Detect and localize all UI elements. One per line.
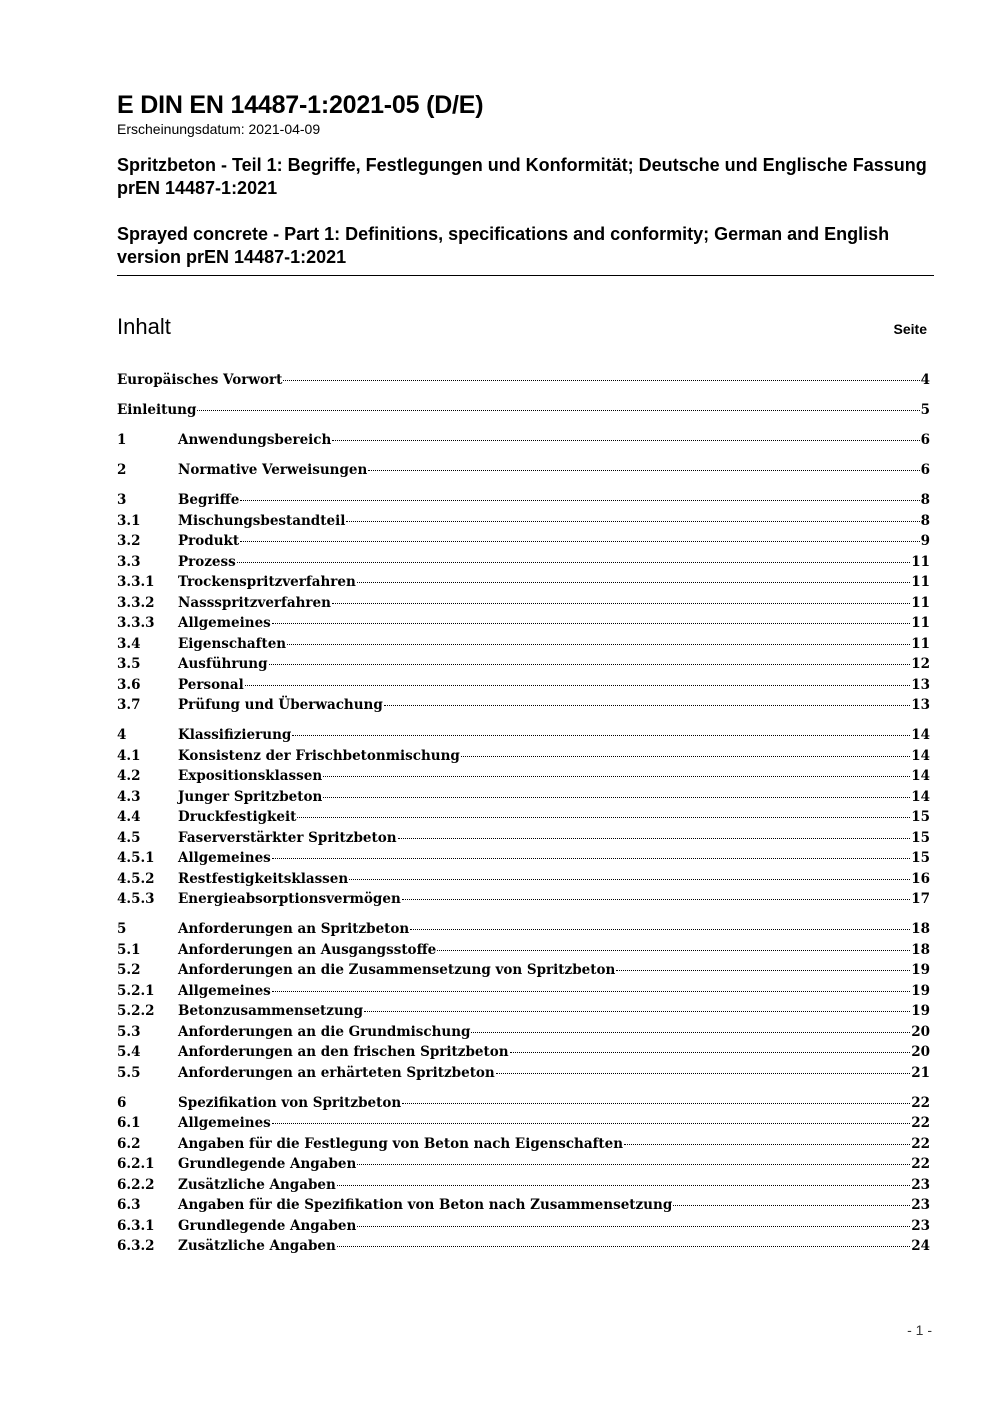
toc-entry-page: 13 (911, 676, 930, 693)
toc-entry-page: 16 (911, 870, 930, 887)
toc-entry-title: Begriffe (178, 492, 240, 508)
toc-entry-title: Druckfestigkeit (178, 809, 297, 825)
toc-entry-number: 5.4 (117, 1044, 141, 1060)
toc-entry-number: 6.3.1 (117, 1217, 155, 1234)
toc-dot-leader (346, 521, 919, 522)
toc-entry-number: 3.2 (117, 533, 141, 549)
toc-entry[interactable] (117, 768, 930, 789)
toc-entry-page: 11 (911, 635, 930, 652)
toc-entry-number: 4.5.1 (117, 850, 155, 866)
toc-entry-page: 11 (911, 615, 930, 631)
document-header (117, 90, 934, 269)
toc-entry-title: Junger Spritzbeton (178, 788, 323, 805)
toc-entry[interactable] (117, 372, 930, 393)
toc-entry-page: 22 (911, 1094, 930, 1111)
toc-entry[interactable] (117, 656, 930, 677)
toc-entry-title: Zusätzliche Angaben (178, 1238, 336, 1254)
toc-entry-title: Anforderungen an erhärteten Spritzbeton (178, 1064, 495, 1081)
toc-entry-number: 6.2.2 (117, 1176, 155, 1193)
toc-dot-leader (357, 1164, 910, 1165)
toc-entry[interactable] (117, 1024, 930, 1045)
toc-entry-title: Grundlegende Angaben (178, 1156, 357, 1172)
toc-page-column-label: Seite (893, 321, 927, 337)
toc-entry-page: 5 (920, 402, 930, 418)
toc-dot-leader (337, 1185, 910, 1186)
toc-entry[interactable] (117, 1044, 930, 1065)
toc-dot-leader (410, 929, 910, 930)
toc-entry-page: 24 (911, 1238, 930, 1254)
toc-entry[interactable] (117, 636, 930, 657)
toc-entry-number: 5.5 (117, 1064, 141, 1081)
toc-entry-number: 6.3.2 (117, 1238, 155, 1254)
toc-entry-page: 11 (911, 594, 930, 611)
toc-entry-number: 3.1 (117, 512, 141, 529)
toc-entry-title: Angaben für die Spezifikation von Beton nach Zusammensetzung (178, 1197, 673, 1213)
toc-dot-leader (245, 685, 910, 686)
header-divider (117, 275, 934, 276)
toc-entry[interactable] (117, 1238, 930, 1259)
toc-entry-title: Restfestigkeitsklassen (178, 870, 349, 887)
toc-dot-leader (272, 623, 910, 624)
toc-entry-number: 2 (117, 462, 127, 478)
toc-entry-number: 4.4 (117, 809, 141, 825)
toc-entry-page: 6 (920, 432, 930, 448)
toc-entry[interactable] (117, 748, 930, 769)
toc-entry[interactable] (117, 1003, 930, 1024)
toc-entry-title: Allgemeines (178, 1115, 271, 1131)
toc-entry-title: Normative Verweisungen (178, 462, 368, 478)
toc-entry-page: 15 (911, 829, 930, 846)
toc-dot-leader (287, 644, 910, 645)
toc-entry[interactable] (117, 1095, 930, 1116)
toc-entry-page: 22 (911, 1156, 930, 1172)
toc-entry-title: Prüfung und Überwachung (178, 697, 383, 713)
toc-entry-page: 19 (911, 982, 930, 999)
toc-dot-leader (323, 797, 910, 798)
toc-entry-number: 6.2.1 (117, 1156, 155, 1172)
toc-entry-page: 4 (920, 372, 930, 388)
toc-entry-title: Energieabsorptionsvermögen (178, 891, 401, 907)
toc-entry-page: 18 (911, 941, 930, 958)
toc-dot-leader (272, 991, 910, 992)
toc-entry-number: 3.3.1 (117, 574, 155, 590)
toc-entry-number: 6 (117, 1094, 127, 1111)
toc-entry-page: 11 (911, 574, 930, 590)
toc-entry-page: 8 (920, 492, 930, 508)
toc-dot-leader (332, 603, 910, 604)
toc-entry-page: 19 (911, 962, 930, 978)
toc-entry-title: Spezifikation von Spritzbeton (178, 1094, 402, 1111)
toc-entry-title: Ausführung (178, 656, 268, 672)
toc-entry[interactable] (117, 462, 930, 483)
toc-entry-title: Nassspritzverfahren (178, 594, 331, 611)
toc-entry-page: 13 (911, 697, 930, 713)
toc-entry-page: 23 (911, 1176, 930, 1193)
toc-entry-title: Anforderungen an Ausgangsstoffe (178, 941, 437, 958)
toc-entry-title: Allgemeines (178, 982, 271, 999)
toc-entry-page: 14 (911, 727, 930, 743)
toc-dot-leader (616, 970, 910, 971)
toc-dot-leader (673, 1205, 910, 1206)
toc-entry-page: 14 (911, 747, 930, 764)
toc-entry-page: 9 (920, 533, 930, 549)
toc-entry-title: Mischungsbestandteil (178, 512, 346, 529)
toc-entry-title: Anforderungen an den frischen Spritzbeton (178, 1044, 509, 1060)
toc-dot-leader (364, 1011, 910, 1012)
toc-entry-number: 4.3 (117, 788, 141, 805)
toc-entry-page: 19 (911, 1003, 930, 1019)
toc-entry-page: 6 (920, 462, 930, 478)
toc-dot-leader (240, 541, 919, 542)
toc-dot-leader (471, 1032, 910, 1033)
toc-entry[interactable] (117, 432, 930, 453)
toc-entry[interactable] (117, 1115, 930, 1136)
toc-entry[interactable] (117, 1156, 930, 1177)
toc-entry-title: Europäisches Vorwort (117, 372, 283, 388)
toc-entry-page: 23 (911, 1217, 930, 1234)
toc-entry[interactable] (117, 513, 930, 534)
toc-entry-page: 21 (911, 1064, 930, 1081)
toc-entry-number: 3.3.2 (117, 594, 155, 611)
toc-entry[interactable] (117, 595, 930, 616)
toc-dot-leader (402, 1103, 910, 1104)
toc-entry-title: Grundlegende Angaben (178, 1217, 357, 1234)
toc-entry-page: 23 (911, 1197, 930, 1213)
title-german: Spritzbeton - Teil 1: Begriffe, Festlegungen und Konformität; Deutsche und Englische Fassung prEN 14487-1:2021 (117, 155, 927, 198)
toc-entry-number: 3.3 (117, 553, 141, 570)
toc-entry-number: 3 (117, 492, 127, 508)
toc-entry[interactable] (117, 492, 930, 513)
toc-entry-number: 5.2 (117, 962, 141, 978)
toc-entry-page: 11 (911, 553, 930, 570)
toc-entry[interactable] (117, 830, 930, 851)
toc-entry-title: Anforderungen an die Zusammensetzung von Spritzbeton (178, 962, 616, 978)
toc-dot-leader (332, 440, 919, 441)
toc-entry-page: 14 (911, 788, 930, 805)
toc-dot-leader (237, 562, 910, 563)
toc-dot-leader (269, 664, 911, 665)
toc-entry[interactable] (117, 962, 930, 983)
toc-entry-number: 5 (117, 921, 127, 937)
document-id: E DIN EN 14487-1:2021-05 (D/E) (117, 91, 484, 119)
toc-dot-leader (323, 776, 910, 777)
toc-entry[interactable] (117, 921, 930, 942)
toc-entry-title: Anforderungen an die Grundmischung (178, 1023, 471, 1040)
table-of-contents (117, 372, 930, 1259)
toc-dot-leader (272, 1123, 910, 1124)
toc-dot-leader (437, 950, 910, 951)
toc-dot-leader (357, 582, 910, 583)
toc-entry-title: Betonzusammensetzung (178, 1003, 364, 1019)
toc-entry-page: 15 (911, 809, 930, 825)
toc-entry-title: Produkt (178, 533, 240, 549)
toc-heading-row (117, 314, 927, 340)
toc-entry-page: 12 (911, 656, 930, 672)
toc-entry-title: Anwendungsbereich (178, 432, 332, 448)
toc-entry[interactable] (117, 1177, 930, 1198)
toc-entry[interactable] (117, 574, 930, 595)
toc-entry-number: 5.2.1 (117, 982, 155, 999)
toc-dot-leader (283, 380, 919, 381)
toc-entry-page: 22 (911, 1135, 930, 1152)
toc-entry-title: Angaben für die Festlegung von Beton nach Eigenschaften (178, 1135, 624, 1152)
toc-entry-number: 6.3 (117, 1197, 141, 1213)
toc-entry-number: 3.6 (117, 676, 141, 693)
toc-entry-number: 4.1 (117, 747, 141, 764)
toc-entry-number: 4.5 (117, 829, 141, 846)
page-number: - 1 - (907, 1322, 932, 1338)
toc-dot-leader (349, 879, 910, 880)
toc-heading: Inhalt (117, 314, 171, 339)
toc-entry-page: 17 (911, 891, 930, 907)
toc-entry-title: Prozess (178, 553, 236, 570)
toc-entry[interactable] (117, 402, 930, 423)
toc-dot-leader (272, 858, 910, 859)
toc-entry-page: 15 (911, 850, 930, 866)
toc-dot-leader (337, 1246, 910, 1247)
toc-dot-leader (368, 470, 919, 471)
toc-entry[interactable] (117, 850, 930, 871)
toc-dot-leader (384, 705, 910, 706)
toc-entry[interactable] (117, 871, 930, 892)
toc-entry-number: 4.2 (117, 768, 141, 784)
toc-entry-number: 5.2.2 (117, 1003, 155, 1019)
toc-entry[interactable] (117, 1197, 930, 1218)
toc-entry-title: Personal (178, 676, 244, 693)
toc-entry-title: Expositionsklassen (178, 768, 323, 784)
toc-entry-number: 3.5 (117, 656, 141, 672)
toc-entry-number: 4 (117, 727, 127, 743)
toc-dot-leader (496, 1073, 910, 1074)
toc-entry[interactable] (117, 891, 930, 912)
toc-entry-title: Eigenschaften (178, 635, 287, 652)
toc-entry-number: 3.7 (117, 697, 141, 713)
toc-entry-page: 22 (911, 1115, 930, 1131)
toc-dot-leader (398, 838, 911, 839)
toc-dot-leader (510, 1052, 911, 1053)
toc-entry[interactable] (117, 809, 930, 830)
toc-dot-leader (292, 735, 910, 736)
toc-entry[interactable] (117, 789, 930, 810)
toc-entry[interactable] (117, 983, 930, 1004)
toc-entry-title: Faserverstärkter Spritzbeton (178, 829, 397, 846)
toc-entry-page: 8 (920, 512, 930, 529)
toc-entry-number: 1 (117, 432, 127, 448)
toc-entry-number: 3.3.3 (117, 615, 155, 631)
toc-dot-leader (357, 1226, 910, 1227)
toc-entry[interactable] (117, 533, 930, 554)
title-english: Sprayed concrete - Part 1: Definitions, specifications and conformity; German and English version prEN 14487-1:2021 (117, 224, 890, 267)
publication-date: Erscheinungsdatum: 2021-04-09 (117, 121, 321, 137)
toc-entry-number: 5.1 (117, 941, 141, 958)
toc-entry-title: Zusätzliche Angaben (178, 1176, 336, 1193)
toc-dot-leader (461, 756, 910, 757)
toc-entry-page: 20 (911, 1023, 930, 1040)
toc-entry-number: 3.4 (117, 635, 141, 652)
toc-entry-title: Allgemeines (178, 850, 271, 866)
toc-entry-title: Einleitung (117, 402, 197, 418)
toc-entry-title: Anforderungen an Spritzbeton (178, 921, 410, 937)
toc-entry[interactable] (117, 727, 930, 748)
toc-dot-leader (240, 500, 919, 501)
toc-dot-leader (197, 410, 919, 411)
toc-dot-leader (624, 1144, 910, 1145)
toc-entry-title: Allgemeines (178, 615, 271, 631)
toc-entry-number: 4.5.3 (117, 891, 155, 907)
toc-entry[interactable] (117, 1218, 930, 1239)
toc-entry-number: 6.2 (117, 1135, 141, 1152)
toc-entry-number: 5.3 (117, 1023, 141, 1040)
toc-entry-page: 14 (911, 768, 930, 784)
toc-entry-title: Klassifizierung (178, 727, 292, 743)
toc-entry-title: Trockenspritzverfahren (178, 574, 356, 590)
toc-entry-page: 20 (911, 1044, 930, 1060)
toc-dot-leader (402, 899, 910, 900)
toc-entry-number: 6.1 (117, 1115, 141, 1131)
toc-entry[interactable] (117, 554, 930, 575)
toc-entry[interactable] (117, 615, 930, 636)
toc-entry[interactable] (117, 942, 930, 963)
toc-dot-leader (297, 817, 910, 818)
toc-entry-title: Konsistenz der Frischbetonmischung (178, 747, 460, 764)
toc-entry-page: 18 (911, 921, 930, 937)
toc-entry[interactable] (117, 677, 930, 698)
toc-entry[interactable] (117, 1065, 930, 1086)
toc-entry[interactable] (117, 1136, 930, 1157)
toc-entry[interactable] (117, 697, 930, 718)
toc-entry-number: 4.5.2 (117, 870, 155, 887)
